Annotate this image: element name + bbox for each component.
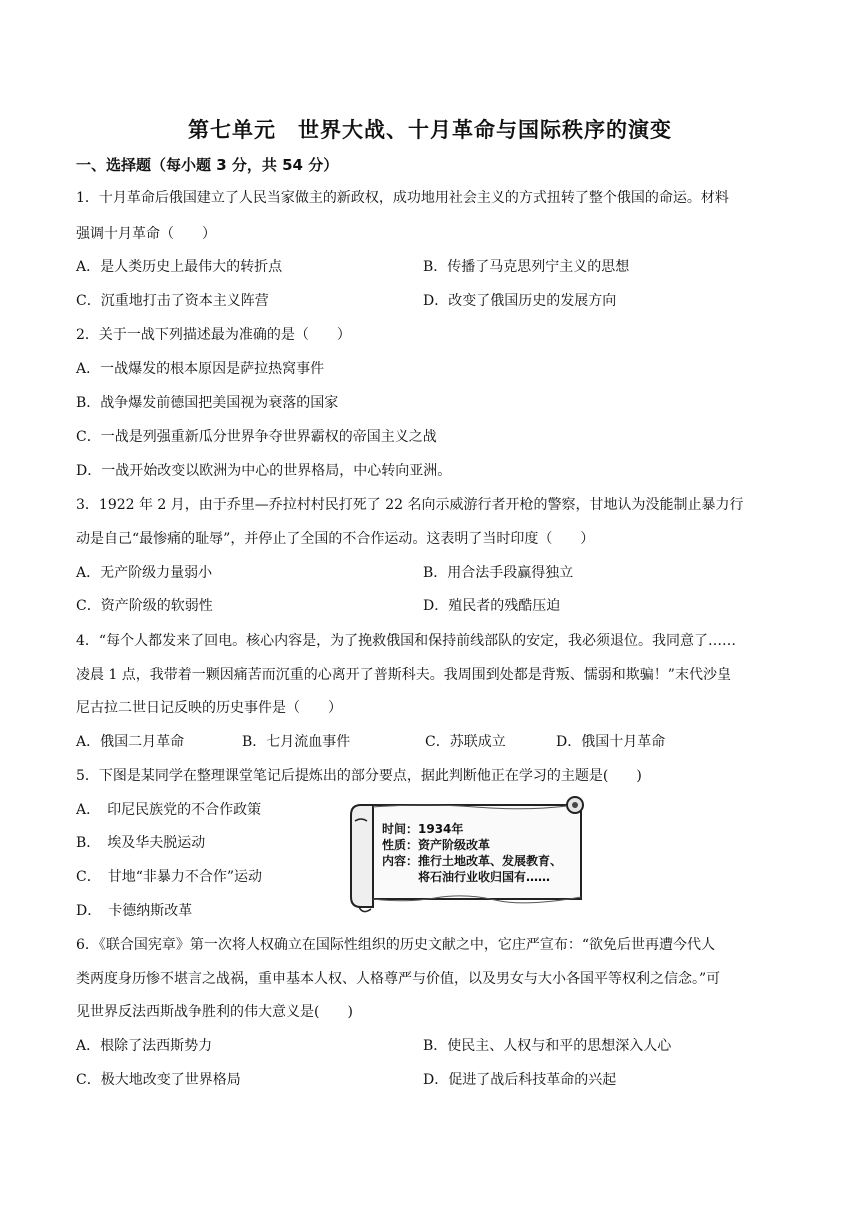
q1-stem-line1: 1．十月革命后俄国建立了人民当家做主的新政权，成功地用社会主义的方式扭转了整个俄国的命运。材料 — [76, 190, 729, 206]
q5-option-b: B． 埃及华夫脱运动 — [76, 835, 206, 851]
section-header: 一、选择题（每小题 3 分，共 54 分） — [76, 156, 339, 174]
q1-option-a: A．是人类历史上最伟大的转折点 — [76, 259, 283, 275]
q6-option-c: C．极大地改变了世界格局 — [76, 1072, 241, 1088]
scroll-note-figure — [345, 795, 590, 917]
page-title — [0, 114, 860, 144]
q6-stem-line1: 6．《联合国宪章》第一次将人权确立在国际性组织的历史文献之中，它庄严宣布：“欲免后世再遭今代人 — [76, 937, 716, 953]
q6-stem-line3: 见世界反法西斯战争胜利的伟大意义是( ) — [76, 1004, 353, 1020]
q2-option-a: A．一战爆发的根本原因是萨拉热窝事件 — [76, 361, 325, 377]
q3-stem-line2: 动是自己“最惨痛的耻辱”，并停止了全国的不合作运动。这表明了当时印度（ ） — [76, 531, 595, 547]
title-unit: 第七单元 — [188, 118, 276, 142]
q6-stem-line2: 类两度身历惨不堪言之战祸，重申基本人权、人格尊严与价值，以及男女与大小各国平等权利之信念。”可 — [76, 971, 721, 987]
q5-option-c: C． 甘地“非暴力不合作”运动 — [76, 869, 263, 885]
q3-stem-line1: 3．1922 年 2 月，由于乔里—乔拉村村民打死了 22 名向示威游行者开枪的警察，甘地认为没能制止暴力行 — [76, 497, 744, 513]
q2-option-b: B．战争爆发前德国把美国视为衰落的国家 — [76, 395, 339, 411]
scroll-text — [382, 821, 562, 885]
q5-stem: 5．下图是某同学在整理课堂笔记后提炼出的部分要点，据此判断他正在学习的主题是( ) — [76, 768, 642, 784]
q3-option-a: A．无产阶级力量弱小 — [76, 565, 213, 581]
q3-option-c: C．资产阶级的软弱性 — [76, 598, 213, 614]
q4-option-c: C．苏联成立 — [425, 734, 506, 750]
title-topic: 世界大战、十月革命与国际秩序的演变 — [298, 118, 672, 142]
q6-option-d: D．促进了战后科技革命的兴起 — [423, 1072, 617, 1088]
q2-stem: 2．关于一战下列描述最为准确的是（ ） — [76, 327, 351, 343]
q4-option-a: A．俄国二月革命 — [76, 734, 185, 750]
q5-option-a: A． 印尼民族党的不合作政策 — [76, 802, 262, 818]
q2-option-c: C．一战是列强重新瓜分世界争夺世界霸权的帝国主义之战 — [76, 429, 437, 445]
q6-option-a: A．根除了法西斯势力 — [76, 1038, 213, 1054]
scroll-time: 时间：1934年 — [382, 822, 464, 836]
q1-option-d: D．改变了俄国历史的发展方向 — [423, 293, 617, 309]
q1-option-c: C．沉重地打击了资本主义阵营 — [76, 293, 269, 309]
q6-option-b: B．使民主、人权与和平的思想深入人心 — [423, 1038, 672, 1054]
q4-stem-line3: 尼古拉二世日记反映的历史事件是（ ） — [76, 700, 342, 716]
q4-stem-line1: 4．“每个人都发来了回电。核心内容是，为了挽救俄国和保持前线部队的安定，我必须退位。我同意了…… — [76, 633, 737, 649]
q3-option-d: D．殖民者的残酷压迫 — [423, 598, 561, 614]
q4-stem-line2: 凌晨 1 点，我带着一颗因痛苦而沉重的心离开了普斯科夫。我周围到处都是背叛、懦弱和欺骗！”末代沙皇 — [76, 667, 731, 683]
q5-option-d: D． 卡德纳斯改革 — [76, 903, 193, 919]
q4-option-b: B．七月流血事件 — [242, 734, 351, 750]
scroll-nature: 性质：资产阶级改革 — [382, 838, 491, 852]
scroll-content-line1: 内容：推行土地改革、发展教育、 — [382, 854, 563, 868]
scroll-content-line2: 将石油行业收归国有…… — [418, 870, 551, 884]
q4-option-d: D．俄国十月革命 — [556, 734, 666, 750]
q1-stem-line2: 强调十月革命（ ） — [76, 226, 216, 242]
q1-option-b: B．传播了马克思列宁主义的思想 — [423, 259, 630, 275]
q3-option-b: B．用合法手段赢得独立 — [423, 565, 574, 581]
q2-option-d: D．一战开始改变以欧洲为中心的世界格局，中心转向亚洲。 — [76, 463, 452, 479]
